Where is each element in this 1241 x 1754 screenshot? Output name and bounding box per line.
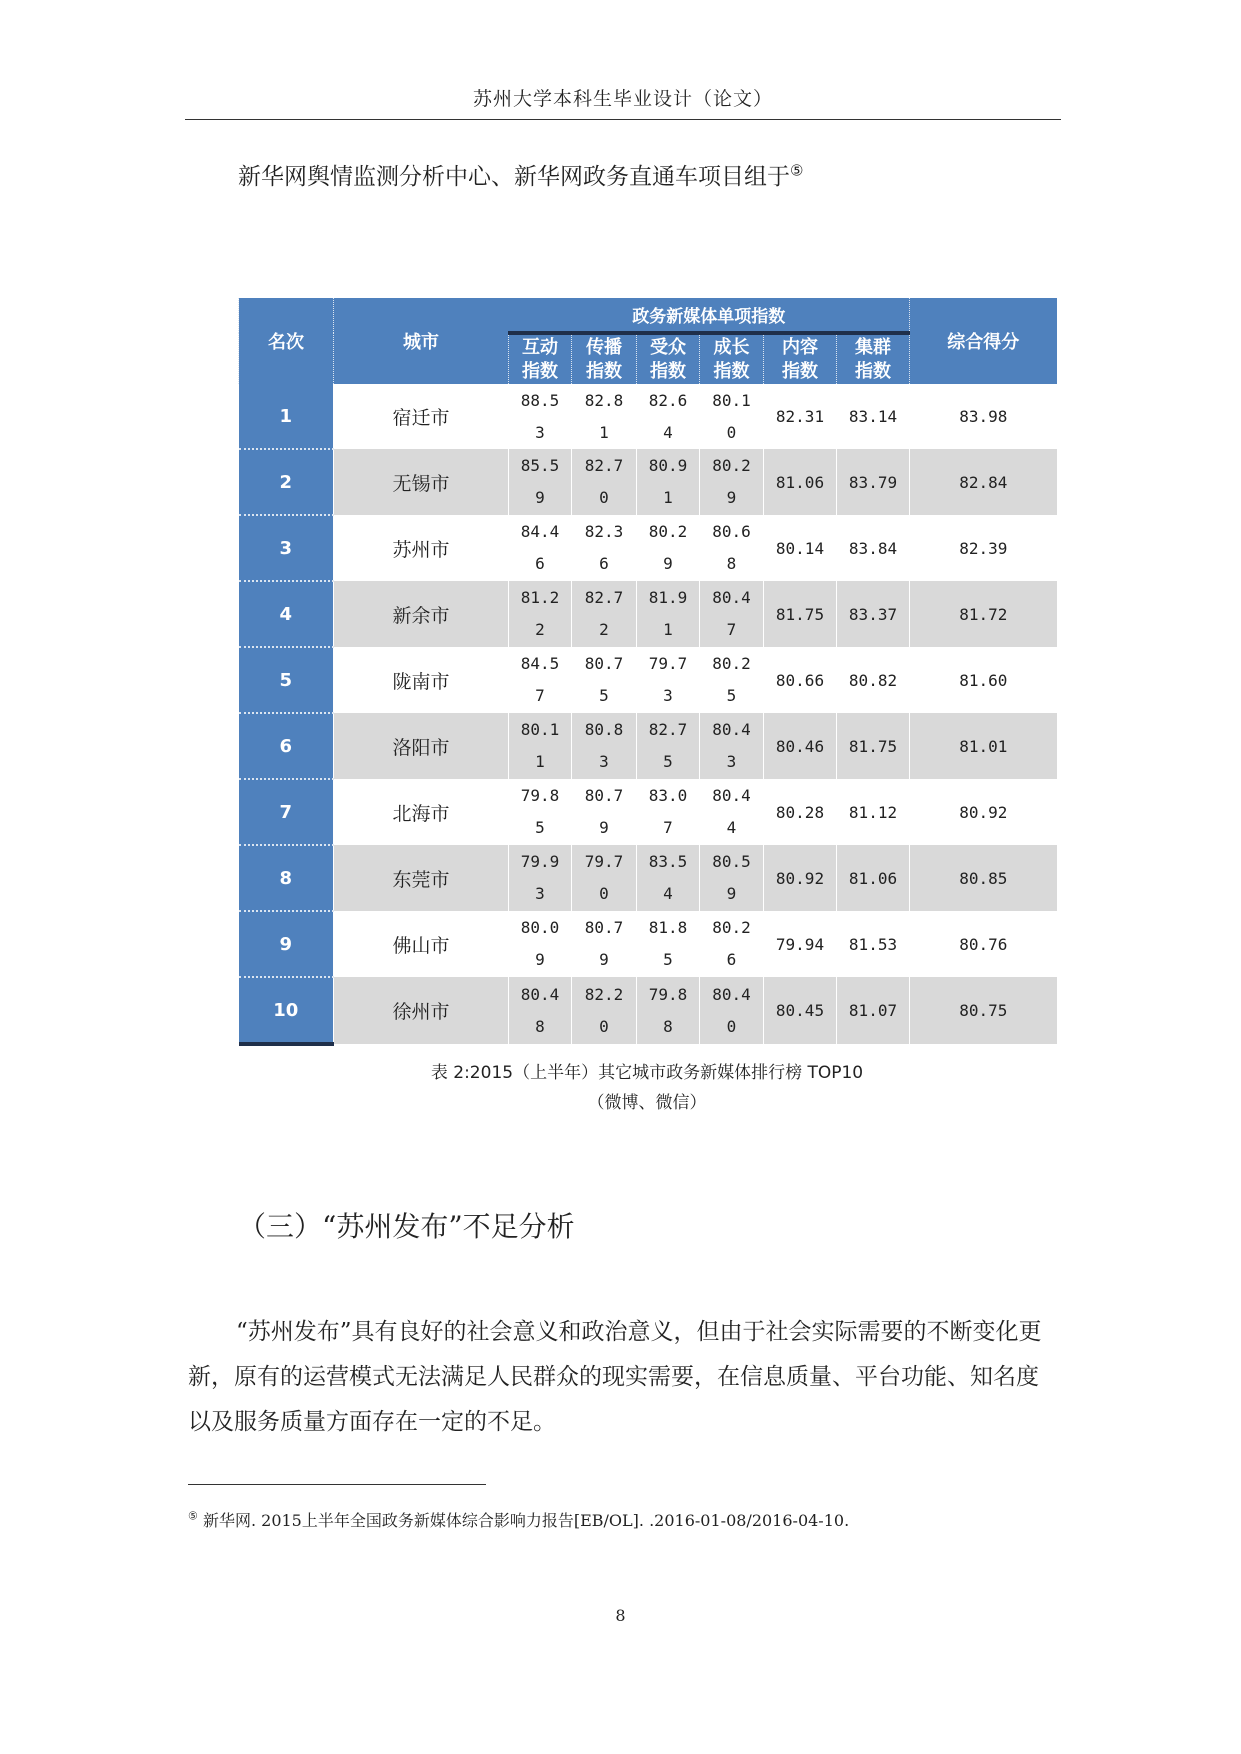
table-row bbox=[239, 449, 1057, 515]
footnote bbox=[188, 1508, 849, 1531]
index-value-part-1: 82.3 bbox=[584, 522, 624, 541]
index-cell-v2 bbox=[572, 515, 637, 581]
index-value-part-1: 83.5 bbox=[648, 852, 688, 871]
table-row bbox=[239, 911, 1057, 977]
total-score-cell: 81.60 bbox=[910, 647, 1057, 713]
index-cell-v2 bbox=[572, 977, 637, 1044]
total-score-cell: 82.84 bbox=[910, 449, 1057, 515]
page-number: 8 bbox=[615, 1606, 626, 1625]
rank-cell: 5 bbox=[239, 647, 334, 713]
rank-cell: 8 bbox=[239, 845, 334, 911]
index-value-part-1: 82.7 bbox=[584, 456, 624, 475]
footnote-mark: ⑤ bbox=[188, 1509, 198, 1523]
index-cell-v4 bbox=[700, 647, 764, 713]
index-value-part-1: 83.0 bbox=[648, 786, 688, 805]
index-value-part-2: 9 bbox=[535, 950, 545, 969]
index-value-part-1: 80.2 bbox=[712, 456, 751, 475]
index-value-part-1: 85.5 bbox=[520, 456, 560, 475]
index-value-part-1: 81.2 bbox=[520, 588, 560, 607]
index-value-part-2: 2 bbox=[599, 620, 609, 639]
sub-header-cluster: 集群 指数 bbox=[837, 333, 910, 384]
index-value-part-2: 9 bbox=[599, 950, 609, 969]
index-value-part-2: 4 bbox=[663, 884, 673, 903]
index-cell-v4 bbox=[700, 449, 764, 515]
index-value-part-1: 80.2 bbox=[712, 918, 751, 937]
city-cell: 陇南市 bbox=[334, 647, 509, 713]
index-value-part-2: 8 bbox=[663, 1016, 673, 1036]
index-cell-v1 bbox=[509, 845, 572, 911]
index-value-part-1: 84.5 bbox=[520, 654, 560, 673]
index-value-part-2: 5 bbox=[663, 950, 673, 969]
index-cell-v3 bbox=[637, 581, 700, 647]
index-value-part-1: 79.8 bbox=[648, 984, 688, 1004]
index-value-part-2: 6 bbox=[726, 950, 737, 969]
index-cell-v3 bbox=[637, 384, 700, 449]
city-cell: 徐州市 bbox=[334, 977, 509, 1044]
index-cell-v3 bbox=[637, 713, 700, 779]
content-index-cell: 80.14 bbox=[764, 515, 837, 581]
intro-line bbox=[238, 158, 803, 191]
index-cell-v4 bbox=[700, 515, 764, 581]
index-value-part-2: 4 bbox=[663, 422, 673, 442]
index-cell-v2 bbox=[572, 449, 637, 515]
index-value-part-2: 2 bbox=[535, 620, 545, 639]
index-value-part-1: 80.2 bbox=[712, 654, 751, 673]
cluster-index-cell: 83.79 bbox=[837, 449, 910, 515]
index-value-part-2: 3 bbox=[535, 884, 545, 903]
index-value-part-2: 0 bbox=[726, 1016, 737, 1036]
index-value-part-2: 0 bbox=[599, 1016, 609, 1036]
table-row bbox=[239, 384, 1057, 449]
total-score-cell: 80.85 bbox=[910, 845, 1057, 911]
index-cell-v4 bbox=[700, 713, 764, 779]
cluster-index-cell: 81.12 bbox=[837, 779, 910, 845]
index-value-part-2: 1 bbox=[599, 422, 609, 442]
index-value-part-2: 3 bbox=[535, 422, 545, 442]
index-cell-v3 bbox=[637, 449, 700, 515]
index-value-part-1: 82.2 bbox=[584, 984, 624, 1004]
caption-line-1: 表 2:2015（上半年）其它城市政务新媒体排行榜 TOP10 bbox=[430, 1063, 864, 1083]
content-index-cell: 81.75 bbox=[764, 581, 837, 647]
index-value-part-1: 80.8 bbox=[584, 720, 624, 739]
index-value-part-2: 0 bbox=[599, 488, 609, 507]
rank-cell: 4 bbox=[239, 581, 334, 647]
index-value-part-2: 7 bbox=[663, 818, 673, 837]
col-rank-header: 名次 bbox=[239, 298, 334, 384]
table-row bbox=[239, 845, 1057, 911]
cluster-index-cell: 81.53 bbox=[837, 911, 910, 977]
index-value-part-2: 5 bbox=[535, 818, 545, 837]
total-score-cell: 80.76 bbox=[910, 911, 1057, 977]
index-cell-v4 bbox=[700, 384, 764, 449]
index-value-part-2: 9 bbox=[535, 488, 545, 507]
index-cell-v1 bbox=[509, 449, 572, 515]
index-value-part-1: 80.9 bbox=[648, 456, 688, 475]
city-cell: 新余市 bbox=[334, 581, 509, 647]
index-value-part-1: 82.6 bbox=[648, 390, 688, 410]
index-cell-v2 bbox=[572, 779, 637, 845]
content-index-cell: 80.92 bbox=[764, 845, 837, 911]
cluster-index-cell: 83.14 bbox=[837, 384, 910, 449]
city-cell: 洛阳市 bbox=[334, 713, 509, 779]
index-cell-v3 bbox=[637, 779, 700, 845]
index-value-part-2: 9 bbox=[663, 554, 673, 573]
rank-cell: 3 bbox=[239, 515, 334, 581]
body-paragraph: “苏州发布”具有良好的社会意义和政治意义，但由于社会实际需要的不断变化更新，原有的运营模式无法满足人民群众的现实需要，在信息质量、平台功能、知名度以及服务质量方面存在一定的不足。 bbox=[188, 1319, 1042, 1435]
index-cell-v3 bbox=[637, 911, 700, 977]
sub-header-audience: 受众 指数 bbox=[637, 333, 700, 384]
content-index-cell: 82.31 bbox=[764, 384, 837, 449]
total-score-cell: 82.39 bbox=[910, 515, 1057, 581]
col-total-header: 综合得分 bbox=[910, 298, 1057, 384]
sub-header-interaction: 互动 指数 bbox=[509, 333, 572, 384]
index-cell-v4 bbox=[700, 977, 764, 1044]
index-value-part-1: 80.4 bbox=[712, 588, 751, 607]
index-value-part-1: 79.7 bbox=[648, 654, 688, 673]
sub-header-spread: 传播 指数 bbox=[572, 333, 637, 384]
index-value-part-1: 80.1 bbox=[712, 390, 751, 410]
rank-cell: 2 bbox=[239, 449, 334, 515]
city-cell: 佛山市 bbox=[334, 911, 509, 977]
index-value-part-1: 84.4 bbox=[520, 522, 560, 541]
rank-cell: 9 bbox=[239, 911, 334, 977]
running-header: 苏州大学本科生毕业设计（论文） bbox=[472, 88, 773, 110]
index-value-part-2: 7 bbox=[535, 686, 545, 705]
total-score-cell: 81.01 bbox=[910, 713, 1057, 779]
rank-cell: 7 bbox=[239, 779, 334, 845]
intro-note-mark: ⑤ bbox=[790, 161, 804, 180]
index-value-part-1: 80.6 bbox=[712, 522, 751, 541]
index-value-part-1: 80.7 bbox=[584, 918, 624, 937]
index-cell-v1 bbox=[509, 977, 572, 1044]
index-cell-v2 bbox=[572, 911, 637, 977]
index-value-part-1: 82.7 bbox=[584, 588, 624, 607]
index-value-part-2: 9 bbox=[726, 488, 737, 507]
cluster-index-cell: 80.82 bbox=[837, 647, 910, 713]
index-value-part-1: 82.8 bbox=[584, 390, 624, 410]
table-row bbox=[239, 515, 1057, 581]
index-value-part-1: 81.9 bbox=[648, 588, 688, 607]
index-value-part-2: 7 bbox=[726, 620, 737, 639]
index-cell-v4 bbox=[700, 581, 764, 647]
index-cell-v2 bbox=[572, 647, 637, 713]
intro-text: 新华网舆情监测分析中心、新华网政务直通车项目组于 bbox=[238, 164, 790, 190]
index-value-part-2: 1 bbox=[535, 752, 545, 771]
index-value-part-2: 5 bbox=[726, 686, 737, 705]
index-value-part-2: 8 bbox=[726, 554, 737, 573]
content-index-cell: 80.45 bbox=[764, 977, 837, 1044]
total-score-cell: 80.75 bbox=[910, 977, 1057, 1044]
caption-line-2: （微博、微信） bbox=[587, 1093, 707, 1113]
index-cell-v2 bbox=[572, 713, 637, 779]
table-caption bbox=[238, 1058, 1056, 1118]
index-cell-v1 bbox=[509, 713, 572, 779]
table-row bbox=[239, 779, 1057, 845]
index-cell-v3 bbox=[637, 647, 700, 713]
index-cell-v1 bbox=[509, 647, 572, 713]
rank-cell: 10 bbox=[239, 977, 334, 1044]
sub-header-growth: 成长 指数 bbox=[700, 333, 764, 384]
table-row bbox=[239, 977, 1057, 1044]
index-value-part-2: 4 bbox=[726, 818, 737, 837]
footnote-rule bbox=[188, 1484, 486, 1485]
index-value-part-1: 80.0 bbox=[520, 918, 560, 937]
ranking-table bbox=[238, 298, 1057, 1046]
index-value-part-2: 6 bbox=[535, 554, 545, 573]
total-score-cell: 81.72 bbox=[910, 581, 1057, 647]
index-value-part-1: 80.1 bbox=[520, 720, 560, 739]
cluster-index-cell: 83.84 bbox=[837, 515, 910, 581]
index-value-part-1: 80.4 bbox=[712, 786, 751, 805]
total-score-cell: 80.92 bbox=[910, 779, 1057, 845]
index-value-part-2: 3 bbox=[599, 752, 609, 771]
content-index-cell: 80.46 bbox=[764, 713, 837, 779]
col-city-header: 城市 bbox=[334, 298, 509, 384]
table-row bbox=[239, 647, 1057, 713]
rank-cell: 6 bbox=[239, 713, 334, 779]
index-value-part-1: 81.8 bbox=[648, 918, 688, 937]
index-cell-v4 bbox=[700, 779, 764, 845]
index-value-part-2: 8 bbox=[535, 1016, 545, 1036]
cluster-index-cell: 81.07 bbox=[837, 977, 910, 1044]
index-value-part-2: 5 bbox=[599, 686, 609, 705]
index-value-part-2: 6 bbox=[599, 554, 609, 573]
index-value-part-1: 80.4 bbox=[712, 984, 751, 1004]
header-rule bbox=[185, 119, 1061, 120]
total-score-cell: 83.98 bbox=[910, 384, 1057, 449]
index-cell-v3 bbox=[637, 845, 700, 911]
index-cell-v1 bbox=[509, 581, 572, 647]
index-value-part-1: 80.2 bbox=[648, 522, 688, 541]
index-value-part-2: 5 bbox=[663, 752, 673, 771]
sub-header-content: 内容 指数 bbox=[764, 333, 837, 384]
content-index-cell: 81.06 bbox=[764, 449, 837, 515]
content-index-cell: 80.66 bbox=[764, 647, 837, 713]
index-cell-v4 bbox=[700, 845, 764, 911]
group-header: 政务新媒体单项指数 bbox=[509, 298, 910, 333]
cluster-index-cell: 83.37 bbox=[837, 581, 910, 647]
index-cell-v3 bbox=[637, 977, 700, 1044]
index-value-part-2: 9 bbox=[599, 818, 609, 837]
city-cell: 宿迁市 bbox=[334, 384, 509, 449]
index-value-part-1: 80.7 bbox=[584, 654, 624, 673]
index-value-part-2: 1 bbox=[663, 488, 673, 507]
index-cell-v2 bbox=[572, 581, 637, 647]
index-value-part-1: 80.4 bbox=[712, 720, 751, 739]
index-value-part-2: 1 bbox=[663, 620, 673, 639]
index-value-part-2: 9 bbox=[726, 884, 737, 903]
index-value-part-1: 79.8 bbox=[520, 786, 560, 805]
index-value-part-2: 3 bbox=[726, 752, 737, 771]
index-value-part-1: 79.9 bbox=[520, 852, 560, 871]
city-cell: 苏州市 bbox=[334, 515, 509, 581]
index-cell-v4 bbox=[700, 911, 764, 977]
index-cell-v1 bbox=[509, 911, 572, 977]
table-row bbox=[239, 581, 1057, 647]
cluster-index-cell: 81.75 bbox=[837, 713, 910, 779]
content-index-cell: 80.28 bbox=[764, 779, 837, 845]
index-cell-v3 bbox=[637, 515, 700, 581]
index-value-part-2: 0 bbox=[726, 422, 737, 442]
table-row bbox=[239, 713, 1057, 779]
city-cell: 无锡市 bbox=[334, 449, 509, 515]
index-value-part-1: 80.7 bbox=[584, 786, 624, 805]
index-value-part-2: 0 bbox=[599, 884, 609, 903]
index-cell-v1 bbox=[509, 779, 572, 845]
index-value-part-1: 80.5 bbox=[712, 852, 751, 871]
rank-cell: 1 bbox=[239, 384, 334, 449]
city-cell: 东莞市 bbox=[334, 845, 509, 911]
cluster-index-cell: 81.06 bbox=[837, 845, 910, 911]
index-cell-v2 bbox=[572, 845, 637, 911]
index-value-part-1: 79.7 bbox=[584, 852, 624, 871]
content-index-cell: 79.94 bbox=[764, 911, 837, 977]
section-heading: （三）“苏州发布”不足分析 bbox=[238, 1210, 575, 1243]
city-cell: 北海市 bbox=[334, 779, 509, 845]
index-cell-v1 bbox=[509, 515, 572, 581]
index-value-part-1: 88.5 bbox=[520, 390, 560, 410]
index-value-part-1: 80.4 bbox=[520, 984, 560, 1004]
index-cell-v1 bbox=[509, 384, 572, 449]
footnote-text: 新华网. 2015上半年全国政务新媒体综合影响力报告[EB/OL]. .2016-01-08/2016-04-10. bbox=[202, 1511, 850, 1530]
index-cell-v2 bbox=[572, 384, 637, 449]
index-value-part-1: 82.7 bbox=[648, 720, 688, 739]
index-value-part-2: 3 bbox=[663, 686, 673, 705]
